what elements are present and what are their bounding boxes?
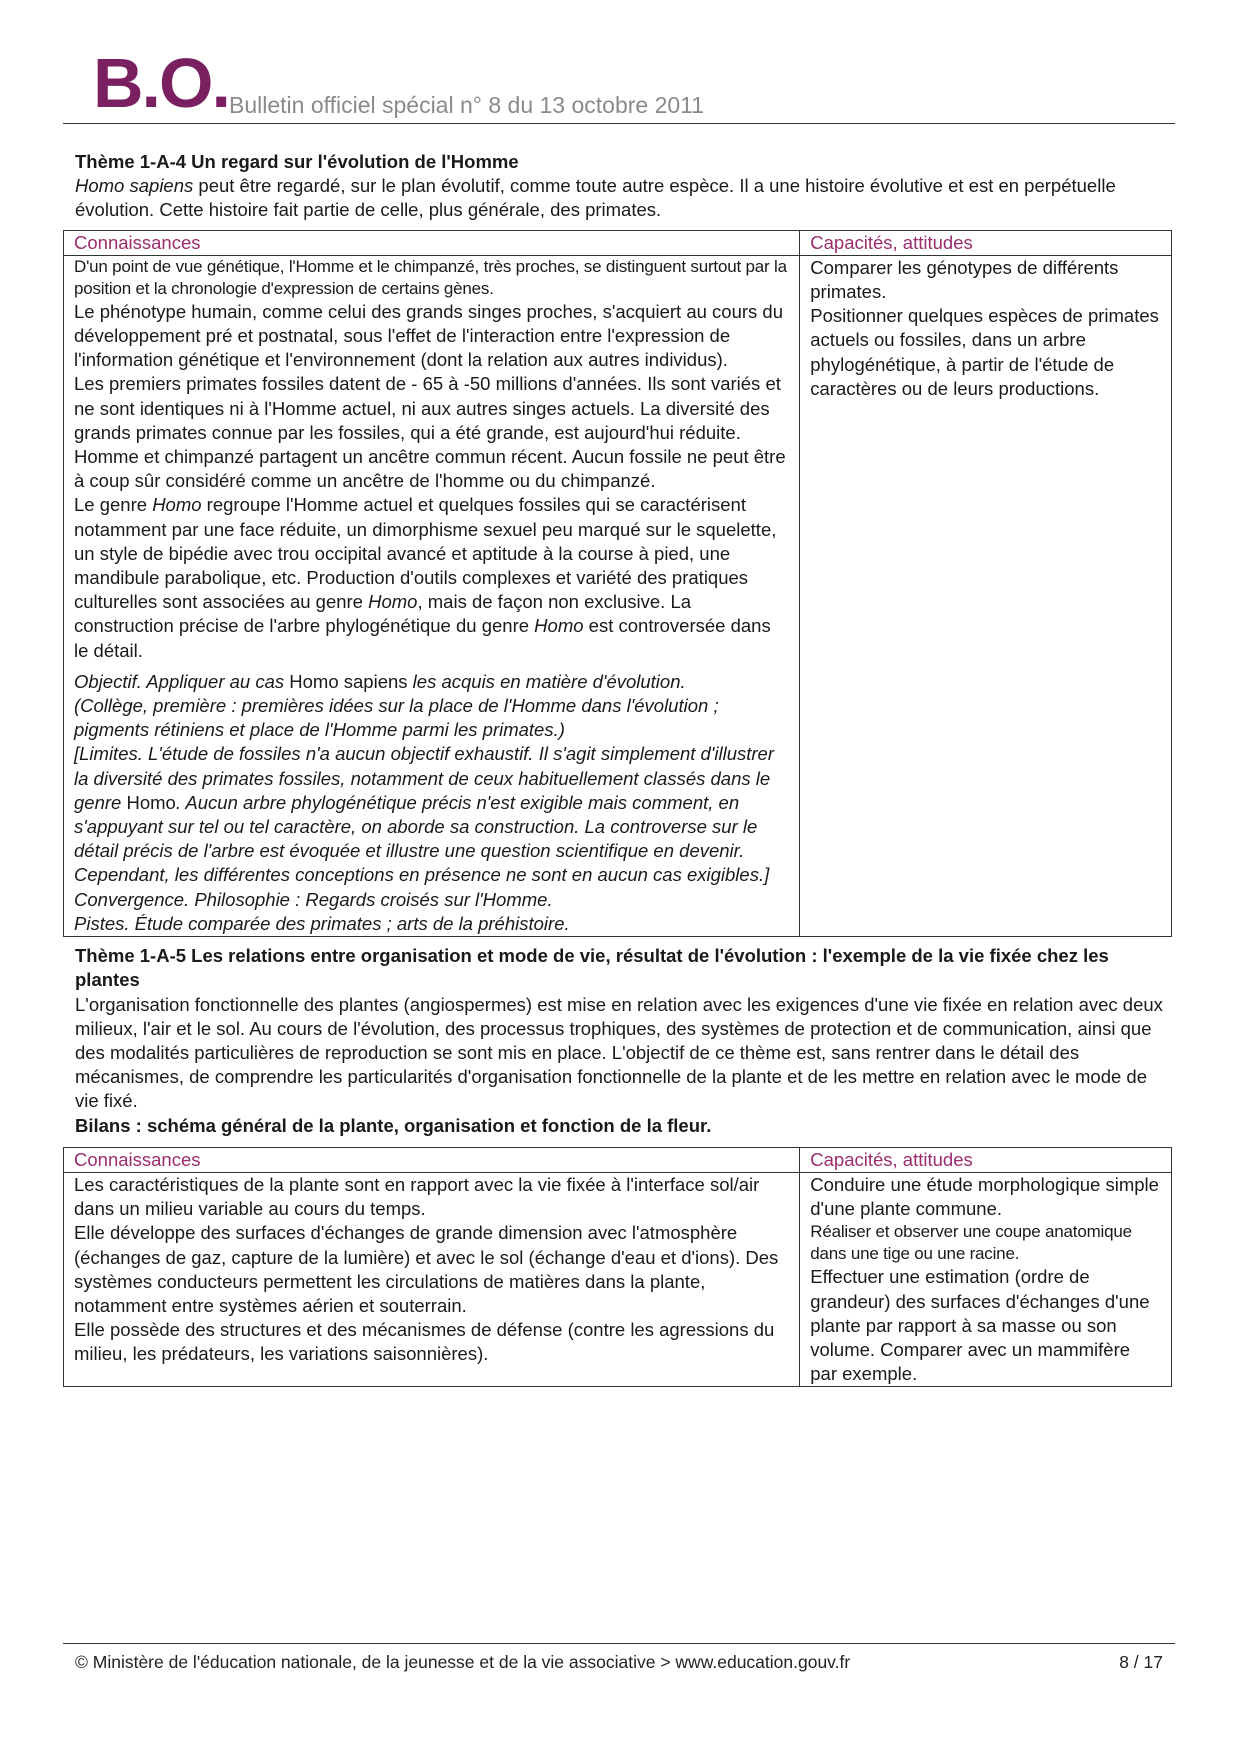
theme-1a5-title: Thème 1-A-5 Les relations entre organisation et mode de vie, résultat de l'évolution : l'exemple de la vie fixée chez les plantes: [75, 945, 1109, 991]
homo-sapiens-italic: Homo sapiens: [75, 175, 194, 197]
table-header-row: [64, 230, 1172, 255]
table-row: [64, 255, 1172, 936]
text-span: Le genre: [74, 494, 153, 516]
homo-upright: Homo: [126, 791, 176, 813]
para-defense: Elle possède des structures et des mécanismes de défense (contre les agressions du milieu, les prédateurs, les variations saisonnières).: [74, 1319, 775, 1365]
capacite-item: Effectuer une estimation (ordre de grandeur) des surfaces d'échanges d'une plante par rapport à sa masse ou son volume. Comparer avec un mammifère par exemple.: [810, 1266, 1150, 1385]
theme-1a4-title: Thème 1-A-4 Un regard sur l'évolution de l'Homme: [75, 151, 519, 172]
copyright-text: © Ministère de l'éducation nationale, de la jeunesse et de la vie associative > www.education.gouv.fr: [75, 1652, 851, 1672]
connaissances-cell: [64, 255, 800, 936]
text-span: Objectif. Appliquer au cas: [74, 670, 290, 692]
objectif-block: [74, 670, 789, 936]
objectif-line: [74, 670, 789, 694]
homo-italic: Homo: [152, 494, 202, 516]
para-phenotype: Le phénotype humain, comme celui des grands singes proches, s'acquiert au cours du développement pré et postnatal, sous l'effet de l'interaction entre l'expression de l'information génétique et l'environnement (dont la relation aux autres individus).: [74, 300, 783, 371]
page-footer: [63, 1643, 1175, 1672]
capacite-item: Positionner quelques espèces de primates actuels ou fossiles, dans un arbre phylogénétique, à partir de l'étude de caractères ou de leurs productions.: [810, 305, 1159, 399]
text-span: regroupe l'Homme actuel et quelques fossiles qui se caractérisent notamment par une face réduite, un dimorphisme sexuel peu marqué sur le squelette, un style de bipédie avec trou occipital avancé et aptitude à la course à pied, une mandibule parabolique, etc. Production d'outils complexes et variété des pratiques culturelles sont associées au genre: [74, 494, 777, 613]
para-surfaces: Elle développe des surfaces d'échanges de grande dimension avec l'atmosphère (échanges de gaz, capture de la lumière) et avec le sol (échange d'eau et d'ions). Des systèmes conducteurs permettent les circulations de matières dans la plante, notamment entre systèmes aérien et souterrain.: [74, 1222, 779, 1316]
text-span: . Aucun arbre phylogénétique précis n'est exigible mais comment, en s'appuyant sur tel ou tel caractère, on aborde sa construction. La controverse sur le détail précis de l'arbre est évoquée et illustre une question scientifique en devenir. Cependant, les différentes conceptions en présence ne sont en aucun cas exigibles.]: [74, 791, 770, 886]
capacite-item: Conduire une étude morphologique simple d'une plante commune.: [810, 1173, 1159, 1220]
connaissances-cell: [64, 1172, 800, 1386]
main-content: [75, 150, 1175, 1387]
capacite-item: Comparer les génotypes de différents primates.: [810, 256, 1119, 303]
connaissances-header: Connaissances: [64, 230, 800, 255]
bo-logo: B.O.: [93, 44, 229, 122]
page-number: 8 / 17: [1119, 1652, 1163, 1672]
para-caracteristiques: Les caractéristiques de la plante sont en rapport avec la vie fixée à l'interface sol/air dans un milieu variable au cours du temps.: [74, 1173, 760, 1220]
capacite-item: Réaliser et observer une coupe anatomique dans une tige ou une racine.: [810, 1222, 1132, 1264]
table-header-row: [64, 1147, 1172, 1172]
pistes-note: Pistes. Étude comparée des primates ; arts de la préhistoire.: [74, 912, 570, 934]
capacites-cell: [800, 255, 1172, 936]
para-ancetre: Homme et chimpanzé partagent un ancêtre commun récent. Aucun fossile ne peut être à coup sûr considéré comme un ancêtre de l'homme ou du chimpanzé.: [74, 446, 786, 492]
theme-1a5-intro: L'organisation fonctionnelle des plantes (angiospermes) est mise en relation avec les exigences d'une vie fixée en relation avec deux milieux, l'air et le sol. Au cours de l'évolution, des processus trophiques, des systèmes de protection et de communication, ainsi que des modalités particulières de reproduction se sont mis en place. L'objectif de ce thème est, sans rentrer dans le détail des mécanismes, de comprendre les particularités d'organisation fonctionnelle de la plante et de les mettre en relation avec le mode de vie fixé.: [75, 993, 1163, 1112]
theme-1a4-intro: [75, 174, 1175, 222]
text-span: [Limites. L'étude de fossiles n'a aucun objectif exhaustif. Il s'agit simplement d'illustrer la diversité des primates fossiles, notamment de ceux habituellement classés dans le genre: [74, 743, 775, 813]
text-span: est controversée dans le détail.: [74, 615, 771, 661]
capacites-cell: [800, 1172, 1172, 1386]
theme-1a4-table: [63, 230, 1172, 937]
table-row: [64, 1172, 1172, 1386]
bulletin-title: Bulletin officiel spécial n° 8 du 13 octobre 2011: [229, 92, 705, 118]
bilans-line: Bilans : schéma général de la plante, organisation et fonction de la fleur.: [75, 1114, 712, 1136]
intro-text: peut être regardé, sur le plan évolutif, comme toute autre espèce. Il a une histoire évolutive et est en perpétuelle évolution. Cette histoire fait partie de celle, plus générale, des primates.: [75, 175, 1116, 221]
para-genetique: D'un point de vue génétique, l'Homme et le chimpanzé, très proches, se distinguent surtout par la position et la chronologie d'expression de certains gènes.: [74, 256, 787, 298]
page-header: [63, 44, 1175, 124]
theme-1a5-table: [63, 1147, 1172, 1388]
text-span: les acquis en matière d'évolution.: [407, 670, 686, 692]
homo-sapiens-upright: Homo sapiens: [289, 670, 408, 692]
homo-italic: Homo: [368, 591, 418, 613]
capacites-header: Capacités, attitudes: [800, 1147, 1172, 1172]
para-fossiles: Les premiers primates fossiles datent de - 65 à -50 millions d'années. Ils sont variés et ne sont identiques ni à l'Homme actuel, ni aux autres singes actuels. La diversité des grands primates connue par les fossiles, qui a été grande, est aujourd'hui réduite.: [74, 373, 781, 443]
para-genre-homo: [74, 493, 789, 662]
limites-note: [74, 742, 789, 887]
convergence-note: Convergence. Philosophie : Regards croisés sur l'Homme.: [74, 888, 553, 910]
homo-italic: Homo: [534, 615, 584, 637]
college-note: (Collège, première : premières idées sur la place de l'Homme dans l'évolution ; pigments rétiniens et place de l'Homme parmi les primates.): [74, 695, 719, 741]
capacites-header: Capacités, attitudes: [800, 230, 1172, 255]
text-span: , mais de façon non exclusive. La construction précise de l'arbre phylogénétique du genre: [74, 591, 692, 637]
connaissances-header: Connaissances: [64, 1147, 800, 1172]
